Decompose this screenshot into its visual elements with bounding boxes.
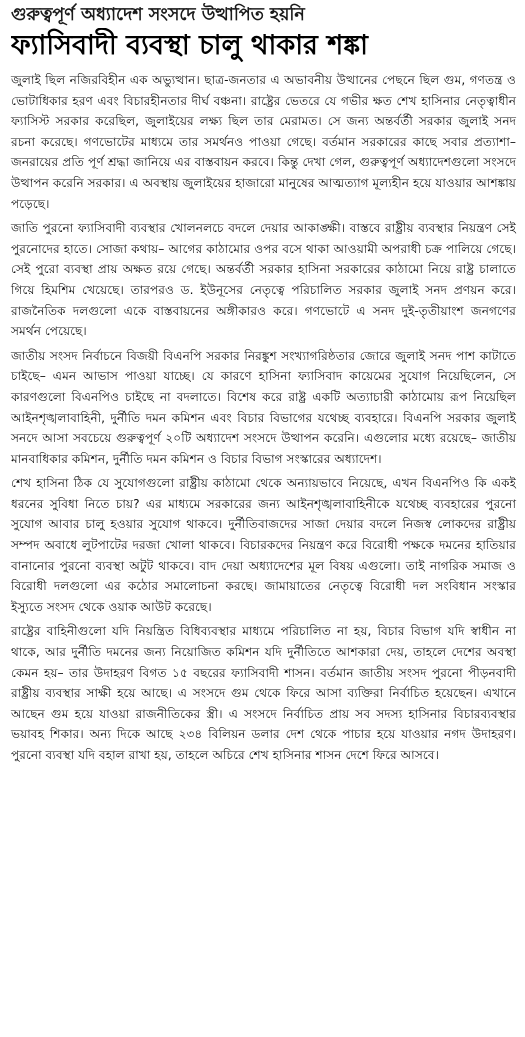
article-headline: ফ্যাসিবাদী ব্যবস্থা চালু থাকার শঙ্কা [11, 30, 368, 61]
article-paragraph: রাষ্ট্রের বাহিনীগুলো যদি নিয়ন্ত্রিত বিধিব্যবস্থার মাধ্যমে পরিচালিত না হয়, বিচার বিভাগ যদি স্বাধীন না থাকে, আর দুর্নীতি দমনের জন্য নিয়োজিত কমিশন যদি দুর্নীতিতে আশকারা দেয়, তাহলে দেশের অবস্থা কেমন হয়– তার উদাহরণ বিগত ১৫ বছরের ফ্যাসিবাদী শাসন। বর্তমান জাতীয় সংসদ পুরনো পীড়নবাদী রাষ্ট্রীয় ব্যবস্থার সাক্ষী হয়ে আছে। এ সংসদে গুম থেকে ফিরে আসা ব্যক্তিরা নির্বাচিত হয়েছেন। এখানে আছেন গুম হয়ে যাওয়া রাজনীতিকের স্ত্রী। এ সংসদে নির্বাচিত প্রায় সব সদস্য হাসিনার বিচারব্যবস্থার ভয়াবহ শিকার। অন্য দিকে আছে ২৩৪ বিলিয়ন ডলার দেশ থেকে পাচার হয়ে যাওয়ার নগদ উদাহরণ। পুরনো ব্যবস্থা যদি বহাল রাখা হয়, তাহলে অচিরে শেখ হাসিনার শাসন দেশে ফিরে আসবে। [11, 624, 516, 762]
article-paragraph: জাতীয় সংসদ নির্বাচনে বিজয়ী বিএনপি সরকার নিরঙ্কুশ সংখ্যাগরিষ্ঠতার জোরে জুলাই সনদ পাশ কাটাতে চাইছে– এমন আভাস পাওয়া যাচ্ছে। যে কারণে হাসিনা ফ্যাসিবাদ কায়েমের সুযোগ নিয়েছিলেন, সে কারণগুলো বিএনপিও চাইছে না বদলাতে। বিশেষ করে রাষ্ট্র একটি অত্যাচারী কাঠামোয় রূপ নিয়েছিল আইনশৃঙ্খলাবাহিনী, দুর্নীতি দমন কমিশন এবং বিচার বিভাগের যথেচ্ছ ব্যবহারে। বিএনপি সরকার জুলাই সনদে আসা সবচেয়ে গুরুত্বপূর্ণ ২০টি অধ্যাদেশ সংসদে উত্থাপন করেনি। এগুলোর মধ্যে রয়েছে– জাতীয় মানবাধিকার কমিশন, দুর্নীতি দমন কমিশন ও বিচার বিভাগ সংস্কারের অধ্যাদেশ। [11, 348, 516, 466]
article-paragraph: শেখ হাসিনা ঠিক যে সুযোগগুলো রাষ্ট্রীয় কাঠামো থেকে অন্যায়ভাবে নিয়েছে, এখন বিএনপিও কি একই ধরনের সুবিধা নিতে চায়? এর মাধ্যমে সরকারের জন্য আইনশৃঙ্খলাবাহিনীকে যথেচ্ছ ব্যবহারের পুরনো সুযোগ আবার চালু হওয়ার সুযোগ থাকবে। দুর্নীতিবাজদের সাজা দেয়ার বদলে নিজস্ব লোকদের রাষ্ট্রীয় সম্পদ অবাধে লুটপাটের দরজা খোলা থাকবে। বিচারকদের নিয়ন্ত্রণ করে বিরোধী পক্ষকে দমনের হাতিয়ার বানানোর পুরনো ব্যবস্থা অটুট থাকবে। বাদ দেয়া অধ্যাদেশের মূল বিষয় এগুলো। তাই নাগরিক সমাজ ও বিরোধী দলগুলো এর কঠোর সমালোচনা করছে। জামায়াতের নেতৃত্বে বিরোধী দল সংবিধান সংস্কার ইস্যুতে সংসদ থেকে ওয়াক আউট করেছে। [11, 476, 516, 614]
article-paragraph: জাতি পুরনো ফ্যাসিবাদী ব্যবস্থার খোলনলচে বদলে দেয়ার আকাঙ্ক্ষী। বাস্তবে রাষ্ট্রীয় ব্যবস্থার নিয়ন্ত্রণ সেই পুরনোদের হাতে। সোজা কথায়– আগের কাঠামোর ওপর বসে থাকা আওয়ামী অপরাধী চক্র পালিয়ে গেছে। সেই পুরো ব্যবস্থা প্রায় অক্ষত রয়ে গেছে। অন্তর্বর্তী সরকার হাসিনা সরকারের কাঠামো নিয়ে রাষ্ট্র চালাতে গিয়ে হিমশিম খেয়েছে। তারপরও ড. ইউনূসের নেতৃত্বে পরিচালিত সরকার জুলাই সনদ প্রণয়ন করে। রাজনৈতিক দলগুলো একে বাস্তবায়নের অঙ্গীকারও করে। গণভোটে এ সনদ দুই-তৃতীয়াংশ জনগণের সমর্থন পেয়েছে। [11, 221, 516, 339]
article-body [11, 70, 516, 770]
article-paragraph: জুলাই ছিল নজিরবিহীন এক অভ্যুত্থান। ছাত্র-জনতার এ অভাবনীয় উত্থানের পেছনে ছিল গুম, গণতন্ত্র ও ভোটাধিকার হরণ এবং বিচারহীনতার দীর্ঘ বঞ্চনা। রাষ্ট্রের ভেতরে যে গভীর ক্ষত শেখ হাসিনার নেতৃত্বাধীন ফ্যাসিস্ট সরকার করেছিল, জুলাইয়ের লক্ষ্য ছিল তার মেরামত। সে জন্য অন্তর্বর্তী সরকার জুলাই সনদ রচনা করেছে। গণভোটের মাধ্যমে তার সমর্থনও পাওয়া গেছে। বর্তমান সরকারের কাছে সবার প্রত্যাশা– জনরায়ের প্রতি পূর্ণ শ্রদ্ধা জানিয়ে এর বাস্তবায়ন করবে। কিন্তু দেখা গেল, গুরুত্বপূর্ণ অধ্যাদেশগুলো সংসদে উত্থাপন করেনি সরকার। এ অবস্থায় জুলাইয়ের হাজারো মানুষের আত্মত্যাগ মূল্যহীন হয়ে যাওয়ার আশঙ্কায় পড়েছে। [11, 73, 516, 211]
article-kicker: গুরুত্বপূর্ণ অধ্যাদেশ সংসদে উত্থাপিত হয়নি [11, 5, 305, 25]
